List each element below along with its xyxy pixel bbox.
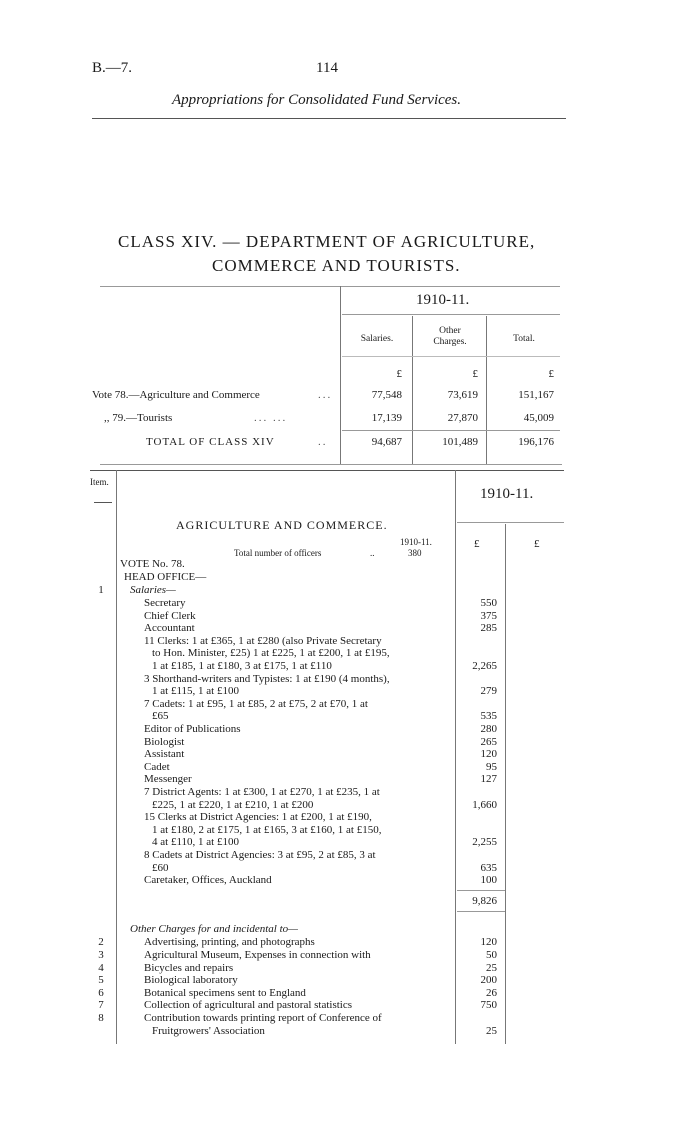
summary-row-label: ,, 79.—Tourists xyxy=(104,412,173,424)
section-title: AGRICULTURE AND COMMERCE. xyxy=(176,518,388,532)
summary-row-salaries: 17,139 xyxy=(371,412,402,424)
currency-symbol: £ xyxy=(534,538,540,550)
row-amount: 100 xyxy=(480,874,497,887)
row-description: 11 Clerks: 1 at £365, 1 at £280 (also Private Secretary xyxy=(144,634,382,647)
header-rule xyxy=(92,118,566,119)
row-description: 7 Cadets: 1 at £95, 1 at £85, 2 at £75, 2 at £70, 1 at xyxy=(144,697,368,710)
row-description: Assistant xyxy=(144,748,185,761)
row-description: Biologist xyxy=(144,735,185,748)
officers-year: 1910-11. xyxy=(400,537,432,547)
row-amount: 635 xyxy=(480,861,497,874)
summary-total-total: 196,176 xyxy=(518,436,554,448)
row-description: Contribution towards printing report of Conference of xyxy=(144,1012,382,1024)
row-amount: 550 xyxy=(480,597,497,609)
salaries-total-amount: 9,826 xyxy=(472,894,497,907)
summary-total-salaries: 94,687 xyxy=(371,436,402,448)
page-number: 114 xyxy=(316,60,338,76)
summary-top-rule xyxy=(100,286,560,287)
summary-currency: £ xyxy=(396,368,402,380)
summary-row-salaries: 77,548 xyxy=(371,389,402,401)
page-title: Appropriations for Consolidated Fund Services. xyxy=(172,92,462,108)
row-description: Advertising, printing, and photographs xyxy=(144,936,315,949)
row-description: Biological laboratory xyxy=(144,974,238,987)
item-number: 8 xyxy=(98,1012,104,1024)
officers-label: Total number of officers xyxy=(234,548,322,558)
row-description: Bicycles and repairs xyxy=(144,961,234,974)
summary-row-dots: ... xyxy=(318,389,333,401)
row-amount: 285 xyxy=(480,622,497,635)
summary-row-other: 27,870 xyxy=(447,412,478,424)
row-amount: 535 xyxy=(480,710,497,723)
summary-row-label: Vote 78.—Agriculture and Commerce xyxy=(92,389,260,401)
summary-row-total: 151,167 xyxy=(518,389,554,401)
row-description: Botanical specimens sent to England xyxy=(144,986,306,999)
row-amount: 375 xyxy=(480,609,497,622)
row-description: £60 xyxy=(152,861,169,874)
row-description: 7 District Agents: 1 at £300, 1 at £270, 1 at £235, 1 at xyxy=(144,786,380,798)
row-description: Collection of agricultural and pastoral statistics xyxy=(144,999,353,1012)
summary-year-rule xyxy=(342,314,560,315)
col-header-total: Total. xyxy=(513,334,535,344)
summary-row-other: 73,619 xyxy=(447,389,478,401)
col-header-salaries: Salaries. xyxy=(360,334,394,344)
row-amount: 750 xyxy=(480,999,497,1012)
detail-top-rule xyxy=(90,470,564,471)
row-description: 15 Clerks at District Agencies: 1 at £200, 1 at £190, xyxy=(144,811,372,824)
officers-dots: .. xyxy=(370,548,375,558)
item-header: Item. xyxy=(90,477,109,487)
summary-total-other: 101,489 xyxy=(442,436,478,448)
summary-col-divider xyxy=(412,316,413,464)
other-charges-heading: Other Charges for and incidental to— xyxy=(130,922,298,935)
row-description: Fruitgrowers' Association xyxy=(152,1024,265,1037)
summary-subtotal-rule xyxy=(342,430,560,431)
row-description: Agricultural Museum, Expenses in connection with xyxy=(144,949,371,961)
document-reference: B.—7. xyxy=(92,60,133,76)
summary-header-rule xyxy=(342,356,560,357)
detail-year-rule xyxy=(457,522,564,523)
row-description: Chief Clerk xyxy=(144,609,196,622)
row-description: 4 at £110, 1 at £100 xyxy=(152,836,239,849)
summary-bottom-rule xyxy=(100,464,562,465)
row-amount: 2,265 xyxy=(472,660,497,672)
item-number: 7 xyxy=(98,999,104,1012)
row-description: 1 at £185, 1 at £180, 3 at £175, 1 at £110 xyxy=(152,660,332,672)
row-description: to Hon. Minister, £25) 1 at £225, 1 at £200, 1 at £195, xyxy=(152,647,390,660)
row-amount: 120 xyxy=(480,748,497,761)
row-amount: 120 xyxy=(480,936,497,949)
row-amount: 25 xyxy=(486,1024,497,1037)
row-amount: 280 xyxy=(480,723,497,735)
row-amount: 265 xyxy=(480,735,497,748)
row-amount: 127 xyxy=(480,773,497,786)
summary-currency: £ xyxy=(548,368,554,380)
summary-col-divider xyxy=(486,316,487,464)
item-number: 3 xyxy=(98,949,104,961)
row-description: 1 at £180, 2 at £175, 1 at £165, 3 at £160, 1 at £150, xyxy=(152,823,382,836)
item-header-rule xyxy=(94,502,112,503)
row-description: Secretary xyxy=(144,597,186,609)
item-number: 5 xyxy=(98,974,104,987)
row-amount: 95 xyxy=(486,760,497,773)
currency-symbol: £ xyxy=(474,538,480,550)
col-header-other-line-1: Other xyxy=(439,326,461,336)
summary-row-total: 45,009 xyxy=(523,412,554,424)
row-description: £225, 1 at £220, 1 at £210, 1 at £200 xyxy=(152,798,314,811)
item-number: 6 xyxy=(98,986,104,999)
row-description: 1 at £115, 1 at £100 xyxy=(152,685,239,698)
summary-col-divider xyxy=(340,286,341,464)
amount-col-divider xyxy=(505,524,506,1044)
row-amount: 50 xyxy=(486,949,497,961)
row-description: Cadet xyxy=(144,760,170,773)
row-description: Editor of Publications xyxy=(144,723,241,735)
row-amount: 26 xyxy=(486,986,497,999)
summary-currency: £ xyxy=(472,368,478,380)
officers-count: 380 xyxy=(408,548,422,558)
row-description: Caretaker, Offices, Auckland xyxy=(144,874,272,887)
summary-row-dots: ... ... xyxy=(254,412,288,424)
class-title-line-2: COMMERCE AND TOURISTS. xyxy=(212,256,461,275)
row-amount: 2,255 xyxy=(472,836,497,849)
summary-year: 1910-11. xyxy=(416,292,470,308)
salaries-total-rule xyxy=(457,890,505,891)
row-description: £65 xyxy=(152,710,169,723)
item-col-divider xyxy=(116,470,117,1044)
row-description: Accountant xyxy=(144,622,195,635)
item-number: 4 xyxy=(98,961,104,974)
row-description: 8 Cadets at District Agencies: 3 at £95, 2 at £85, 3 at xyxy=(144,849,376,861)
item-number: 1 xyxy=(98,584,104,596)
row-amount: 279 xyxy=(480,685,497,698)
item-number: 2 xyxy=(98,936,104,949)
row-description: 3 Shorthand-writers and Typistes: 1 at £190 (4 months), xyxy=(144,672,390,685)
summary-row-dots: .. xyxy=(318,436,328,448)
head-office-heading: HEAD OFFICE— xyxy=(124,571,207,583)
detail-year: 1910-11. xyxy=(480,486,534,502)
row-amount: 200 xyxy=(480,974,497,987)
salaries-heading: Salaries— xyxy=(130,584,176,596)
class-title-line-1: CLASS XIV. — DEPARTMENT OF AGRICULTURE, xyxy=(118,232,536,251)
vote-heading: VOTE No. 78. xyxy=(120,558,185,570)
col-header-other-line-2: Charges. xyxy=(433,337,467,347)
row-description: Messenger xyxy=(144,773,192,786)
summary-total-label: TOTAL OF CLASS XIV xyxy=(146,436,275,448)
salaries-total-rule xyxy=(457,911,505,912)
row-amount: 25 xyxy=(486,961,497,974)
row-amount: 1,660 xyxy=(472,798,497,811)
